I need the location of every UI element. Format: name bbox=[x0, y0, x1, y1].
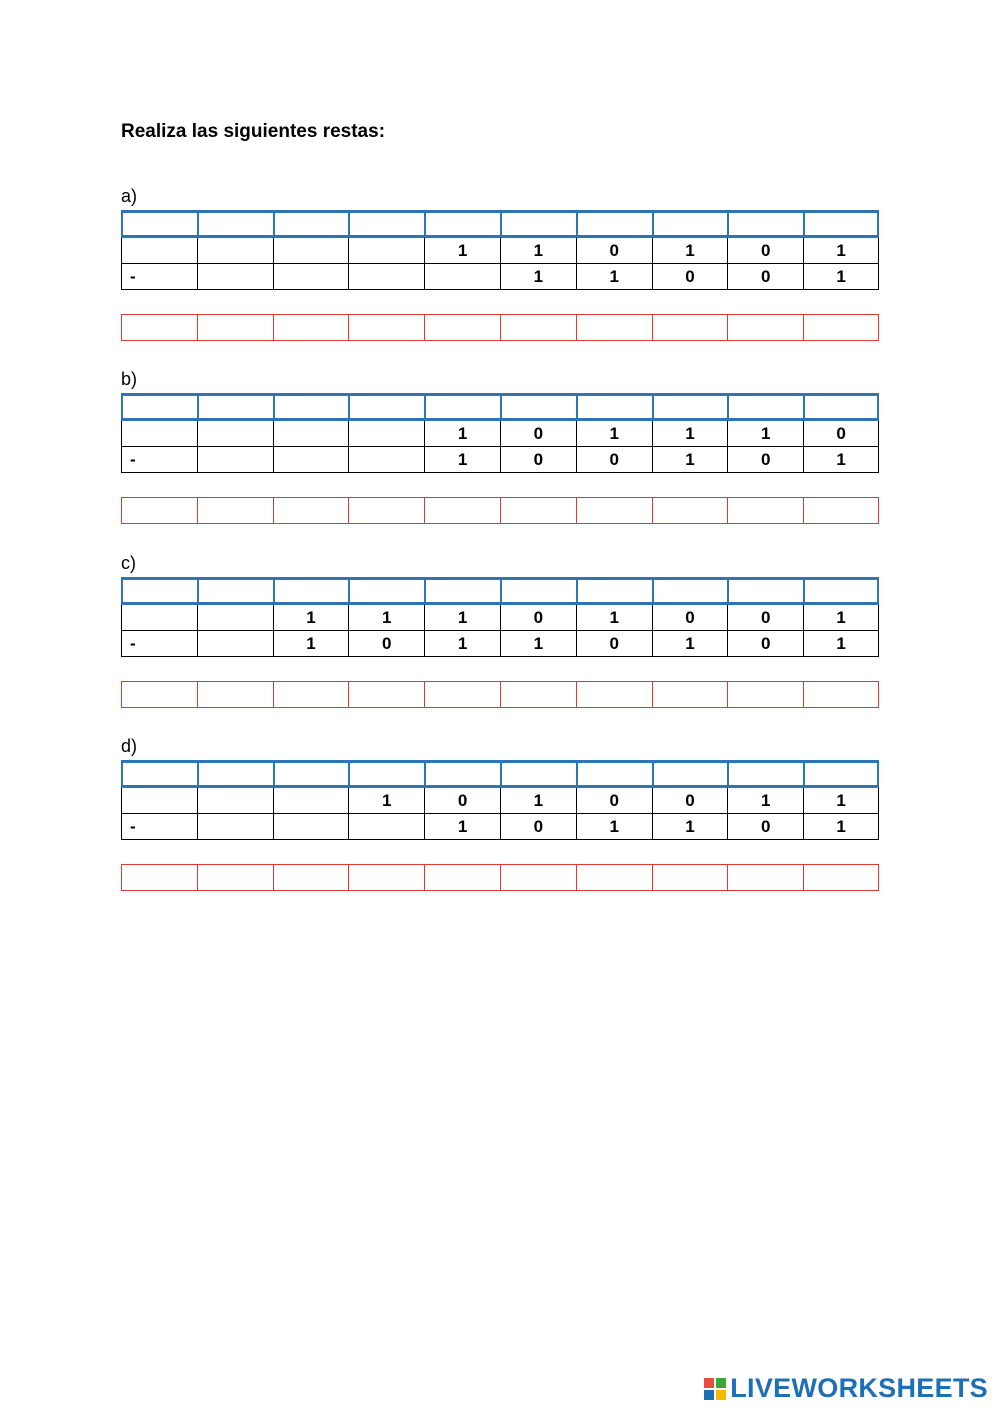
subtrahend-cell: 0 bbox=[727, 814, 803, 840]
minuend-cell bbox=[197, 605, 273, 631]
answer-input-cell[interactable] bbox=[576, 864, 652, 891]
minuend-cell: 1 bbox=[803, 605, 879, 631]
subtrahend-cell: - bbox=[121, 264, 197, 290]
minuend-cell bbox=[121, 788, 197, 814]
carry-input-cell[interactable] bbox=[197, 760, 273, 788]
subtrahend-cell: 1 bbox=[576, 264, 652, 290]
subtrahend-cell: 1 bbox=[652, 814, 728, 840]
answer-input-row bbox=[121, 497, 879, 524]
minuend-cell bbox=[348, 238, 424, 264]
answer-input-cell[interactable] bbox=[424, 497, 500, 524]
answer-input-cell[interactable] bbox=[273, 314, 349, 341]
carry-input-cell[interactable] bbox=[424, 577, 500, 605]
answer-input-cell[interactable] bbox=[273, 864, 349, 891]
subtrahend-cell bbox=[273, 447, 349, 473]
minuend-cell: 1 bbox=[273, 605, 349, 631]
answer-input-cell[interactable] bbox=[197, 314, 273, 341]
carry-input-cell[interactable] bbox=[652, 760, 728, 788]
subtrahend-cell bbox=[348, 814, 424, 840]
subtrahend-row bbox=[121, 631, 879, 657]
minuend-cell: 1 bbox=[652, 421, 728, 447]
logo-mark-icon bbox=[704, 1378, 726, 1400]
answer-input-cell[interactable] bbox=[197, 681, 273, 708]
minuend-cell bbox=[273, 238, 349, 264]
subtrahend-cell: 1 bbox=[576, 814, 652, 840]
minuend-cell: 0 bbox=[652, 788, 728, 814]
carry-input-cell[interactable] bbox=[273, 210, 349, 238]
minuend-cell: 1 bbox=[576, 605, 652, 631]
minuend-cell: 1 bbox=[424, 605, 500, 631]
carry-input-cell[interactable] bbox=[652, 393, 728, 421]
subtrahend-cell: 1 bbox=[652, 447, 728, 473]
answer-input-cell[interactable] bbox=[121, 314, 197, 341]
minuend-cell: 1 bbox=[803, 238, 879, 264]
carry-input-cell[interactable] bbox=[803, 393, 879, 421]
answer-input-cell[interactable] bbox=[500, 864, 576, 891]
minuend-cell: 0 bbox=[576, 238, 652, 264]
subtrahend-cell: - bbox=[121, 631, 197, 657]
minuend-cell: 1 bbox=[348, 788, 424, 814]
subtrahend-cell: 1 bbox=[652, 631, 728, 657]
carry-input-row bbox=[121, 393, 879, 421]
subtrahend-cell: - bbox=[121, 447, 197, 473]
subtrahend-cell bbox=[348, 447, 424, 473]
carry-input-row bbox=[121, 577, 879, 605]
minuend-cell: 1 bbox=[424, 421, 500, 447]
carry-input-cell[interactable] bbox=[727, 760, 803, 788]
answer-input-cell[interactable] bbox=[652, 864, 728, 891]
carry-input-cell[interactable] bbox=[121, 393, 197, 421]
answer-input-cell[interactable] bbox=[803, 681, 879, 708]
logo-square-yellow bbox=[716, 1390, 726, 1400]
subtrahend-cell: 0 bbox=[348, 631, 424, 657]
exercise-a bbox=[121, 186, 879, 341]
answer-input-cell[interactable] bbox=[500, 497, 576, 524]
subtrahend-cell bbox=[348, 264, 424, 290]
subtrahend-cell: 1 bbox=[424, 814, 500, 840]
carry-input-cell[interactable] bbox=[652, 210, 728, 238]
minuend-cell bbox=[197, 788, 273, 814]
subtrahend-cell bbox=[424, 264, 500, 290]
minuend-cell bbox=[121, 421, 197, 447]
subtrahend-cell bbox=[273, 264, 349, 290]
subtrahend-row bbox=[121, 814, 879, 840]
logo-square-blue bbox=[704, 1390, 714, 1400]
answer-input-cell[interactable] bbox=[803, 497, 879, 524]
subtrahend-cell bbox=[197, 814, 273, 840]
minuend-cell: 0 bbox=[727, 238, 803, 264]
carry-input-cell[interactable] bbox=[197, 393, 273, 421]
answer-input-cell[interactable] bbox=[727, 864, 803, 891]
carry-input-row bbox=[121, 760, 879, 788]
minuend-cell: 1 bbox=[348, 605, 424, 631]
carry-input-cell[interactable] bbox=[348, 393, 424, 421]
minuend-cell: 0 bbox=[652, 605, 728, 631]
answer-input-cell[interactable] bbox=[348, 681, 424, 708]
subtrahend-cell: 0 bbox=[500, 447, 576, 473]
answer-input-cell[interactable] bbox=[727, 314, 803, 341]
minuend-cell: 1 bbox=[727, 421, 803, 447]
answer-input-cell[interactable] bbox=[424, 864, 500, 891]
minuend-row bbox=[121, 238, 879, 264]
subtrahend-cell: 0 bbox=[652, 264, 728, 290]
exercise-label: c) bbox=[121, 553, 136, 573]
minuend-cell bbox=[197, 421, 273, 447]
exercise-label: d) bbox=[121, 736, 138, 756]
minuend-cell bbox=[121, 605, 197, 631]
subtrahend-cell: 1 bbox=[273, 631, 349, 657]
minuend-cell: 1 bbox=[576, 421, 652, 447]
carry-input-cell[interactable] bbox=[424, 210, 500, 238]
logo-square-red bbox=[704, 1378, 714, 1388]
subtrahend-cell: 1 bbox=[803, 447, 879, 473]
minuend-cell: 1 bbox=[652, 238, 728, 264]
subtrahend-cell bbox=[197, 447, 273, 473]
answer-input-cell[interactable] bbox=[273, 497, 349, 524]
carry-input-cell[interactable] bbox=[576, 210, 652, 238]
answer-input-cell[interactable] bbox=[576, 497, 652, 524]
minuend-cell bbox=[273, 788, 349, 814]
carry-input-row bbox=[121, 210, 879, 238]
minuend-cell: 1 bbox=[424, 238, 500, 264]
subtrahend-row bbox=[121, 447, 879, 473]
logo-square-green bbox=[716, 1378, 726, 1388]
carry-input-cell[interactable] bbox=[424, 393, 500, 421]
answer-input-cell[interactable] bbox=[652, 497, 728, 524]
exercise-d bbox=[121, 736, 879, 891]
subtrahend-cell bbox=[273, 814, 349, 840]
subtrahend-cell: 0 bbox=[500, 814, 576, 840]
answer-input-cell[interactable] bbox=[803, 314, 879, 341]
carry-input-cell[interactable] bbox=[500, 393, 576, 421]
answer-input-cell[interactable] bbox=[803, 864, 879, 891]
answer-input-cell[interactable] bbox=[348, 497, 424, 524]
minuend-cell: 0 bbox=[576, 788, 652, 814]
carry-input-cell[interactable] bbox=[727, 210, 803, 238]
carry-input-cell[interactable] bbox=[121, 210, 197, 238]
answer-input-row bbox=[121, 314, 879, 341]
answer-input-cell[interactable] bbox=[121, 497, 197, 524]
minuend-cell: 0 bbox=[803, 421, 879, 447]
worksheet-title: Realiza las siguientes restas: bbox=[121, 121, 386, 142]
minuend-cell: 1 bbox=[727, 788, 803, 814]
minuend-cell: 0 bbox=[500, 421, 576, 447]
subtrahend-cell bbox=[197, 264, 273, 290]
liveworksheets-logo bbox=[704, 1373, 988, 1404]
answer-input-cell[interactable] bbox=[121, 864, 197, 891]
subtrahend-cell: 0 bbox=[576, 447, 652, 473]
minuend-row bbox=[121, 788, 879, 814]
minuend-cell bbox=[348, 421, 424, 447]
subtrahend-cell: 0 bbox=[727, 264, 803, 290]
subtrahend-cell: 1 bbox=[803, 264, 879, 290]
minuend-cell: 1 bbox=[500, 788, 576, 814]
carry-input-cell[interactable] bbox=[197, 210, 273, 238]
answer-input-cell[interactable] bbox=[727, 681, 803, 708]
subtrahend-cell: 1 bbox=[803, 631, 879, 657]
carry-input-cell[interactable] bbox=[803, 577, 879, 605]
carry-input-cell[interactable] bbox=[803, 210, 879, 238]
answer-input-cell[interactable] bbox=[500, 314, 576, 341]
subtrahend-cell: 0 bbox=[727, 447, 803, 473]
answer-input-cell[interactable] bbox=[121, 681, 197, 708]
subtrahend-cell bbox=[197, 631, 273, 657]
carry-input-cell[interactable] bbox=[348, 210, 424, 238]
subtrahend-cell: 1 bbox=[500, 264, 576, 290]
subtrahend-cell: 1 bbox=[803, 814, 879, 840]
carry-input-cell[interactable] bbox=[500, 760, 576, 788]
minuend-cell: 0 bbox=[727, 605, 803, 631]
carry-input-cell[interactable] bbox=[803, 760, 879, 788]
carry-input-cell[interactable] bbox=[652, 577, 728, 605]
carry-input-cell[interactable] bbox=[727, 577, 803, 605]
carry-input-cell[interactable] bbox=[121, 760, 197, 788]
answer-input-cell[interactable] bbox=[348, 314, 424, 341]
subtrahend-cell: 1 bbox=[500, 631, 576, 657]
logo-text: LIVEWORKSHEETS bbox=[730, 1373, 988, 1403]
answer-input-row bbox=[121, 864, 879, 891]
carry-input-cell[interactable] bbox=[197, 577, 273, 605]
minuend-cell bbox=[197, 238, 273, 264]
carry-input-cell[interactable] bbox=[348, 577, 424, 605]
carry-input-cell[interactable] bbox=[273, 393, 349, 421]
minuend-row bbox=[121, 605, 879, 631]
answer-input-row bbox=[121, 681, 879, 708]
carry-input-cell[interactable] bbox=[121, 577, 197, 605]
minuend-cell: 1 bbox=[500, 238, 576, 264]
subtrahend-cell: 1 bbox=[424, 631, 500, 657]
carry-input-cell[interactable] bbox=[424, 760, 500, 788]
minuend-cell: 0 bbox=[424, 788, 500, 814]
carry-input-cell[interactable] bbox=[576, 577, 652, 605]
answer-input-cell[interactable] bbox=[197, 497, 273, 524]
answer-input-cell[interactable] bbox=[197, 864, 273, 891]
answer-input-cell[interactable] bbox=[273, 681, 349, 708]
subtrahend-cell: 0 bbox=[727, 631, 803, 657]
carry-input-cell[interactable] bbox=[500, 210, 576, 238]
subtrahend-cell: - bbox=[121, 814, 197, 840]
subtrahend-cell: 1 bbox=[424, 447, 500, 473]
minuend-cell: 0 bbox=[500, 605, 576, 631]
carry-input-cell[interactable] bbox=[273, 577, 349, 605]
answer-input-cell[interactable] bbox=[424, 314, 500, 341]
subtrahend-cell: 0 bbox=[576, 631, 652, 657]
answer-input-cell[interactable] bbox=[500, 681, 576, 708]
minuend-cell: 1 bbox=[803, 788, 879, 814]
answer-input-cell[interactable] bbox=[652, 314, 728, 341]
exercise-c bbox=[121, 553, 879, 708]
carry-input-cell[interactable] bbox=[500, 577, 576, 605]
exercise-label: b) bbox=[121, 369, 138, 389]
minuend-row bbox=[121, 421, 879, 447]
answer-input-cell[interactable] bbox=[576, 681, 652, 708]
answer-input-cell[interactable] bbox=[348, 864, 424, 891]
answer-input-cell[interactable] bbox=[652, 681, 728, 708]
answer-input-cell[interactable] bbox=[424, 681, 500, 708]
carry-input-cell[interactable] bbox=[727, 393, 803, 421]
exercise-label: a) bbox=[121, 186, 138, 206]
minuend-cell bbox=[121, 238, 197, 264]
carry-input-cell[interactable] bbox=[273, 760, 349, 788]
exercise-b bbox=[121, 369, 879, 524]
carry-input-cell[interactable] bbox=[348, 760, 424, 788]
minuend-cell bbox=[273, 421, 349, 447]
carry-input-cell[interactable] bbox=[576, 393, 652, 421]
carry-input-cell[interactable] bbox=[576, 760, 652, 788]
answer-input-cell[interactable] bbox=[727, 497, 803, 524]
subtrahend-row bbox=[121, 264, 879, 290]
answer-input-cell[interactable] bbox=[576, 314, 652, 341]
